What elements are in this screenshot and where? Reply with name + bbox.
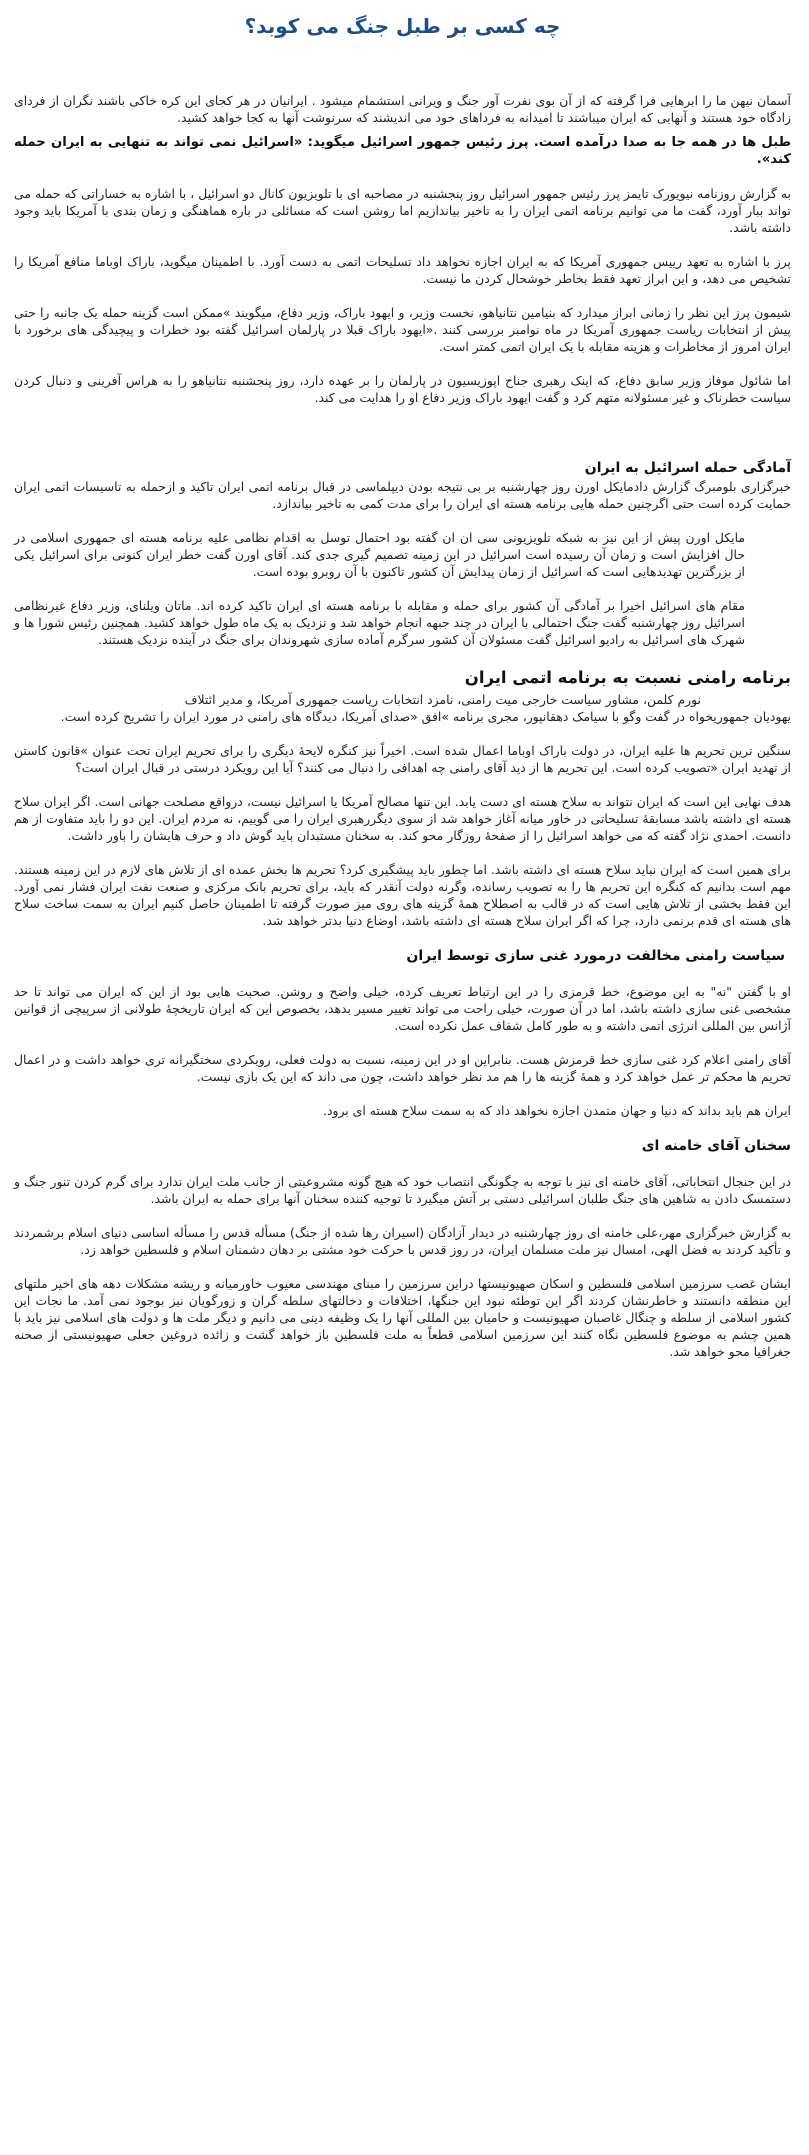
section-heading-romney-plan: برنامه رامنی نسبت به برنامه اتمی ایران <box>464 668 791 687</box>
section2-intro-line: یهودیان جمهوریخواه در گفت وگو با سیامک دهقانپور، مجری برنامه »افق «صدای آمریکا، دیدگاه های رامنی در مورد ایران را تشریح کرده است. <box>60 709 791 724</box>
section4-paragraph: ایشان غصب سرزمین اسلامی فلسطین و اسکان صهیونیستها دراین سرزمین را مبنای مهندسی معیوب خاورمیانه و ریشه مشکلات دهه های اخیر ملتهای این منطقه دانستند و خاطرنشان کردند اگر این توطئه نبود این جنگها، اختلافات و دخالتهای سلطه گران و زورگویان نیز بوجود نمی آمد. ما نجات این کشور اسلامی از سلطه و چنگال غاصبان صهیونیست و حامیان بین المللی آنها را یک وظیفه دینی می دانیم و دیگر ملت ها و دولت های اسلامی نیز باید با همین چشم به موضوع فلسطین نگاه کنند این سرزمین اسلامی قطعاً به ملت فلسطین باز خواهد گشت و زائده دروغین جعلی صهیونیستی از صحنه جغرافیا محو خواهد شد. <box>14 1276 791 1359</box>
section2-paragraph: سنگین ترین تحریم ها علیه ایران، در دولت باراک اوباما اعمال شده است. اخیراً نیز کنگره لایحۀ دیگری را برای تحریم ایران تحت عنوان »قانون کاستن از تهدید ایران «تصویب کرده است. این تحریم ها از دید آقای رامنی چه اهدافی را دنبال می کنند؟ آیا این رویکرد درستی در قبال ایران است؟ <box>14 743 791 775</box>
section1-paragraph: مقام های اسرائیل اخیرا بر آمادگی آن کشور برای حمله و مقابله با برنامه هسته ای ایران تاکید کرده اند. ماتان ویلنای، وزیر دفاع غیرنظامی اسرائیل روز چهارشنبه گفت جنگ احتمالی با ایران در چند جبهه انجام خواهد شد و نزدیک به یک ماه طول خواهد کشید. همچنین رئیس شورا ها و شهرک های اسرائیل به رادیو اسرائیل گفت مسئولان آن کشور سرگرم آماده سازی شهروندان برای جنگ در آینده نزدیک هستند. <box>14 598 745 647</box>
section4-paragraph: به گزارش خبرگزاری مهر،علی خامنه ای روز چهارشنبه در دیدار آزادگان (اسیران رها شده از جنگ) مسأله قدس را مسأله اساسی دنیای اسلام برشمردند و تأکید کردند به فضل الهی، امسال نیز ملت مسلمان ایران، در روز قدس با حرکت خود مشتی بر دهان دشمنان اسلام و فلسطین خواهد زد. <box>14 1225 791 1257</box>
intro-paragraph: شیمون پرز این نظر را زمانی ابراز میدارد که بنیامین نتانیاهو، نخست وزیر، و ایهود باراک، وزیر دفاع، میگویند »ممکن است گزینه حمله یک جانبه را حتی پیش از انتخابات ریاست جمهوری آمریکا در ماه نوامبر بررسی کنند .«ایهود باراک قبلا در پارلمان اسرائیل گفته بود خطرات و پیچیدگی های برخورد با ایران امروز از مخاطرات و هزینه مقابله با یک ایران اتمی کمتر است. <box>14 305 791 354</box>
section-heading-khamenei: سخنان آقای خامنه ای <box>641 1138 791 1154</box>
section1-paragraph: مایکل اورن پیش از این نیز به شبکه تلویزیونی سی ان ان گفته بود احتمال توسل به اقدام نظامی علیه برنامه هسته ای جمهوری اسلامی در حال افزایش است و زمان آن رسیده است اسرائیل در این زمینه تصمیم گیری جدی کند. آقای اورن گفت خطر ایران کنونی برای اسرائیل یکی از بزرگترین تهدیدهایی است که اسرائیل از زمان پیدایش آن کشور تاکنون با آن روبرو بوده است. <box>14 530 745 579</box>
section2-paragraph: هدف نهایی این است که ایران نتواند به سلاح هسته ای دست یابد. این تنها مصالح آمریکا یا اسرائیل نیست، درواقع مصلحت جهانی است. اگر ایران سلاح هسته ای داشته باشد مسابقۀ تسلیحاتی در خاور میانه آغاز خواهد شد از سوی دیگررهبری ایران را می گوییم، نه مردم ایران. این دو را باید متفاوت از هم دانست. احمدی نژاد گفته که می خواهد اسرائیل را از صفحۀ روزگار محو کند. به سخنان مستبدان باید گوش داد و حرف هایشان را باور داشت. <box>14 794 791 843</box>
section-heading-enrichment: سیاست رامنی مخالفت درمورد غنی سازی توسط ایران <box>406 948 785 964</box>
intro-paragraph: آسمان نیهن ما را ابرهایی فرا گرفته که از آن بوی نفرت آور جنگ و ویرانی استشمام میشود . ایرانیان در هر کجای این کره خاکی باشند نگران از فردای زادگاه خود هستند و آنهایی که ایران میباشند تا امیدانه به فرداهای خود می اندیشند که سرنوشت آنها به کجا خواهد کشید. <box>14 93 791 125</box>
intro-paragraph: به گزارش روزنامه نیویورک تایمز پرز رئیس جمهور اسرائیل روز پنجشنبه در مصاحبه ای با تلویزیون کانال دو اسرائیل ، با اشاره به خساراتی که حمله می تواند ببار آورد، گفت ما می توانیم برنامه اتمی ایران را به تاخیر بیاندازیم اما روشن است که مسائلی در باره هماهنگی و زمان بندی با آمریکا باید وجود داشته باشد. <box>14 186 791 235</box>
section3-paragraph: ایران هم باید بداند که دنیا و جهان متمدن اجازه نخواهد داد که به سمت سلاح هسته ای برود. <box>323 1103 791 1118</box>
section4-paragraph: در این جنجال انتخاباتی، آقای خامنه ای نیز با توجه به چگونگی انتصاب خود که هیچ گونه مشروعیتی از جانب ملت ایران ندارد برای گرم کردن تنور جنگ و دستمسک دادن به شاهین های جنگ طلبان اسرائیلی دستی بر آتش میگیرد تا توجیه کننده سخنان آنها برای حمله به ایران باشد. <box>14 1174 791 1206</box>
intro-paragraph: اما شائول موفاز وزیر سابق دفاع، که اینک رهبری جناح اپوزیسیون در پارلمان را بر عهده دارد، روز پنجشنبه نتانیاهو را به هراس آفرینی و دنبال کردن سیاست خطرناک و غیر مسئولانه متهم کرد و گفت ایهود باراک وزیر دفاع او را هدایت می کند. <box>14 373 791 405</box>
intro-paragraph: پرز با اشاره به تعهد رییس جمهوری آمریکا که به ایران اجازه نخواهد داد تسلیحات اتمی به دست آورد. با اطمینان میگوید، باراک اوباما منافع آمریکا را تشخیص می دهد، و این ابراز تعهد فقط بخاطر خوشحال کردن ما نیست. <box>14 254 791 286</box>
section2-intro-line: نورم کلمن، مشاور سیاست خارجی میت رامنی، نامزد انتخابات ریاست جمهوری آمریکا، و مدیر ائتلاف <box>184 692 701 707</box>
article-title: چه کسی بر طبل جنگ می کوبد؟ <box>244 14 561 38</box>
section2-paragraph: برای همین است که ایران نباید سلاح هسته ای داشته باشد. اما چطور باید پیشگیری کرد؟ تحریم ها بخش عمده ای از تلاش های لازم در این زمینه هستند. مهم است بدانیم که کنگره این تحریم ها را به تصویب رسانده، وگرنه دولت آنقدر که باید، برای تحریم بانک مرکزی و صنعت نفت ایران فشار نمی آورد. این فقط بخشی از تلاش هایی است که در قالب به اصطلاح همۀ گزینه های روی میز صورت گرفته تا اطمینان حاصل کنیم ایران به سمت ساخت سلاح های هسته ای قدم برنمی دارد، چرا که اگر ایران سلاح هسته ای داشته باشد، اوضاع دنیا بدتر خواهد شد. <box>14 862 791 928</box>
section1-paragraph: خبرگزاری بلومبرگ گزارش دادمایکل اورن روز چهارشنبه بر بی نتیجه بودن دیپلماسی در قبال برنامه اتمی ایران تاکید و ازحمله به تاسیسات اتمی ایران حمایت کرده است حتی اگرچنین حمله هایی برنامه هسته ای ایران را برای مدت کمی به تاخیر بیاندازد. <box>14 479 791 511</box>
intro-lead-quote: طبل ها در همه جا به صدا درآمده است. پرز رئیس جمهور اسرائیل میگوید: «اسرائیل نمی تواند به تنهایی به ایران حمله کند». <box>14 135 791 167</box>
section3-paragraph: آقای رامنی اعلام کرد غنی سازی خط قرمزش هست. بنابراین او در این زمینه، نسبت به دولت فعلی، رویکردی سختگیرانه تری خواهد داشت و در اعمال تحریم ها محکم تر عمل خواهد کرد و همۀ گزینه ها را هم مد نظر خواهد داشت، چون می داند که این یک بازی نیست. <box>14 1052 791 1084</box>
section3-paragraph: او با گفتن "نه" به این موضوع، خط قرمزی را در این ارتباط تعریف کرده، خیلی واضح و روشن. صحبت هایی بود از این که ایران می تواند تا حد مشخصی غنی سازی داشته باشد، اما در آن صورت، خیلی راحت می تواند تغییر مسیر بدهد، بخصوص این که ایران تاریخچۀ طولانی از سرپیچی از قوانین آژانس بین المللی انرژی اتمی داشته و به طور کامل شفاف عمل نکرده است. <box>14 984 791 1033</box>
section-heading-israel-readiness: آمادگی حمله اسرائیل به ایران <box>584 460 791 476</box>
